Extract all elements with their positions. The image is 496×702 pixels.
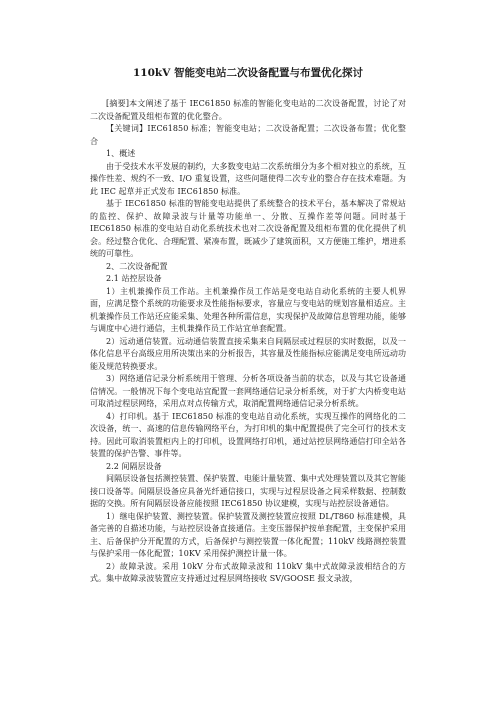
paragraph: 基于 IEC61850 标准的智能变电站提供了系统整合的技术平台，基本解决了常规站的监控、保护、故障录波与计量等功能单一、分散、互操作差等问题。同时基于 IEC61850 标准的变电站自动化系统技术也对二次设备配置及组柜布置的优化提供了机会。经过整合优化、合理配置、紧凑布置，既减少了建筑面积，又方便施工维护，增进系统的可靠性。 — [90, 199, 406, 258]
document-body — [90, 98, 406, 586]
paragraph: 2）远动通信装置。远动通信装置直接采集来自间隔层或过程层的实时数据，以及一体化信息平台高级应用所决策出来的分析报告，其容量及性能指标应能满足变电所远动功能及规范转换要求。 — [90, 336, 406, 371]
paragraph: 1、概述 — [106, 149, 136, 158]
paragraph: 1）主机兼操作员工作站。主机兼操作员工作站是变电站自动化系统的主要人机界面，应满足整个系统的功能要求及性能指标要求，容量应与变电站的规划容量相适应。主机兼操作员工作站还应能采集、处理各种所需信息，实现保护及故障信息管理功能，能够与调度中心进行通信，主机兼操作员工作站宜单套配置。 — [90, 286, 406, 333]
paragraph: 【关键词】IEC61850 标准；智能变电站；二次设备配置；二次设备布置；优化整合 — [90, 124, 406, 146]
document-title: 110kV 智能变电站二次设备配置与布置优化探讨 — [133, 67, 363, 79]
paragraph: 2）故障录波。采用 10kV 分布式故障录波和 110kV 集中式故障录波相结合的方式。集中故障录波装置应支持通过过程层网络接收 SV/GOOSE 报文录波， — [90, 561, 406, 583]
paragraph: 4）打印机。基于 IEC61850 标准的变电站自动化系统，实现互操作的网络化的二次设备，统一、高速的信息传输网络平台，为打印机的集中配置提供了完全可行的技术支持。因此可取消装置柜内上的打印机，设置网络打印机，通过站控层网络通信打印全站各装置的保护告警、事件等。 — [90, 411, 406, 458]
paragraph: [摘要]本文阐述了基于 IEC61850 标准的智能化变电站的二次设备配置，讨论了对二次设备配置及组柜布置的优化整合。 — [90, 99, 406, 121]
document-page — [90, 66, 406, 586]
paragraph: 由于受技术水平发展的制约，大多数变电站二次系统细分为多个相对独立的系统，互操作性差、规约不一致、I/O 重复设置，这些问题使得二次专业的整合存在技术难题。为此 IEC 起草并正式发布 IEC61850 标准。 — [90, 161, 406, 196]
paragraph: 2.2 间隔层设备 — [106, 461, 162, 471]
paragraph: 2、二次设备配置 — [106, 261, 168, 271]
paragraph: 间隔层设备包括测控装置、保护装置、电能计量装置、集中式处理装置以及其它智能接口设备等。间隔层设备应具备光纤通信接口，实现与过程层设备之间采样数据、控制数据的交换。所有间隔层设备应能按照 IEC61850 协议建模，实现与站控层设备通信。 — [90, 474, 406, 508]
paragraph: 3）网络通信记录分析系统用于管理、分析各项设备当前的状态，以及与其它设备通信情况。一般情况下每个变电站宜配置一套网络通信记录分析系统，对于扩大内桥变电站可取消过程层网络，采用点对点传输方式，取消配置网络通信记录分析系统。 — [90, 374, 406, 408]
paragraph: 1）继电保护装置、测控装置。保护装置及测控装置应按照 DL/T860 标准建模，具备完善的自描述功能，与站控层设备直接通信。主变压器保护按单套配置，主变保护采用主、后备保护分开配置的方式，后备保护与测控装置一体化配置；110kV 线路测控装置与保护采用一体化配置；10KV 采用保护测控计量一体。 — [90, 511, 406, 558]
paragraph: 2.1 站控层设备 — [106, 274, 162, 283]
